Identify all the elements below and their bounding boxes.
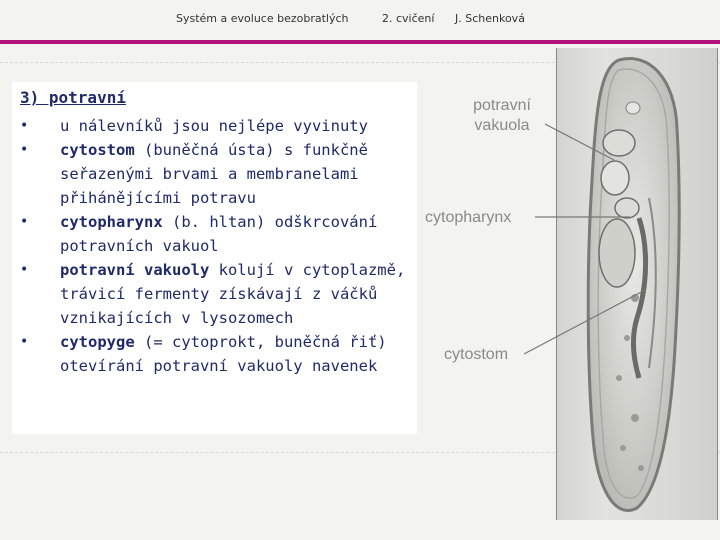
bullet-icon: • [20,118,29,134]
bullet-icon: • [20,334,29,350]
pointer-line-vakuola [545,124,614,160]
label-cytostom: cytostom [444,346,509,363]
label-food-vacuole-line2: vakuola [474,117,530,134]
label-food-vacuole-line1: potravní [473,97,531,114]
list-item-text: u nálevníků jsou nejlépe vyvinuty [60,117,368,135]
list-item-term: cytostom [60,141,135,159]
list-item-text: (b. hltan) odškrcování potravních vakuol [60,213,378,255]
pointer-line-stom [524,290,645,354]
header-session: 2. cvičení [382,12,435,25]
list-item-text: kolují v cytoplazmě, trávicí fermenty získávají z váčků vznikajících v lysozomech [60,261,406,327]
list-item-text: (buněčná ústa) s funkčně seřazenými brvami a membranelami přihánějícími potravu [60,141,368,207]
section-title: 3) potravní [20,88,126,107]
bullet-icon: • [20,214,29,230]
bullet-icon: • [20,142,29,158]
header-subject: Systém a evoluce bezobratlých [176,12,349,25]
label-cytopharynx: cytopharynx [425,209,512,226]
bullet-icon: • [20,262,29,278]
list-item-term: cytopyge [60,333,135,351]
header-author: J. Schenková [455,12,525,25]
list-item-term: potravní vakuoly [60,261,210,279]
list-item-term: cytopharynx [60,213,163,231]
label-food-vacuole [462,96,542,136]
list-item-text: (= cytoprokt, buněčná řiť) otevírání potravní vakuoly navenek [60,333,387,375]
